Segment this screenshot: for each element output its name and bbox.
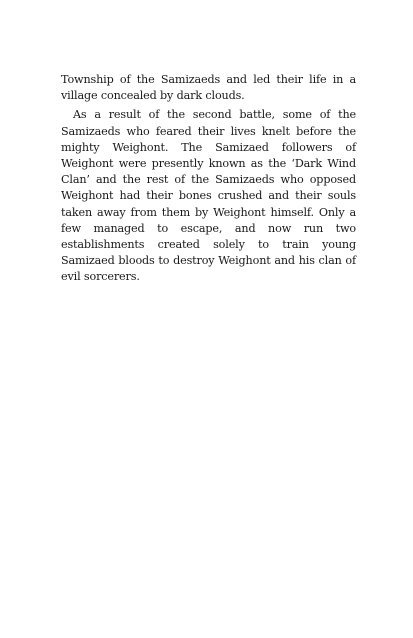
paragraph-continued: Township of the Samizaeds and led their life in a village concealed by dark clouds. — [61, 73, 356, 103]
body-text — [61, 72, 356, 289]
paragraph-second-battle: As a result of the second battle, some of the Samizaeds who feared their lives knelt before the mighty Weighont. The Samizaed followers of Weighont were presently known as the ‘Dark Wind Clan’ and the rest of the Samizaeds who opposed Weighont had their bones crushed and their souls taken away from them by Weighont himself. Only a few managed to escape, and now run two establishments created solely to train young Samizaed bloods to destroy Weighont and his clan of evil sorcerers. — [61, 108, 356, 284]
